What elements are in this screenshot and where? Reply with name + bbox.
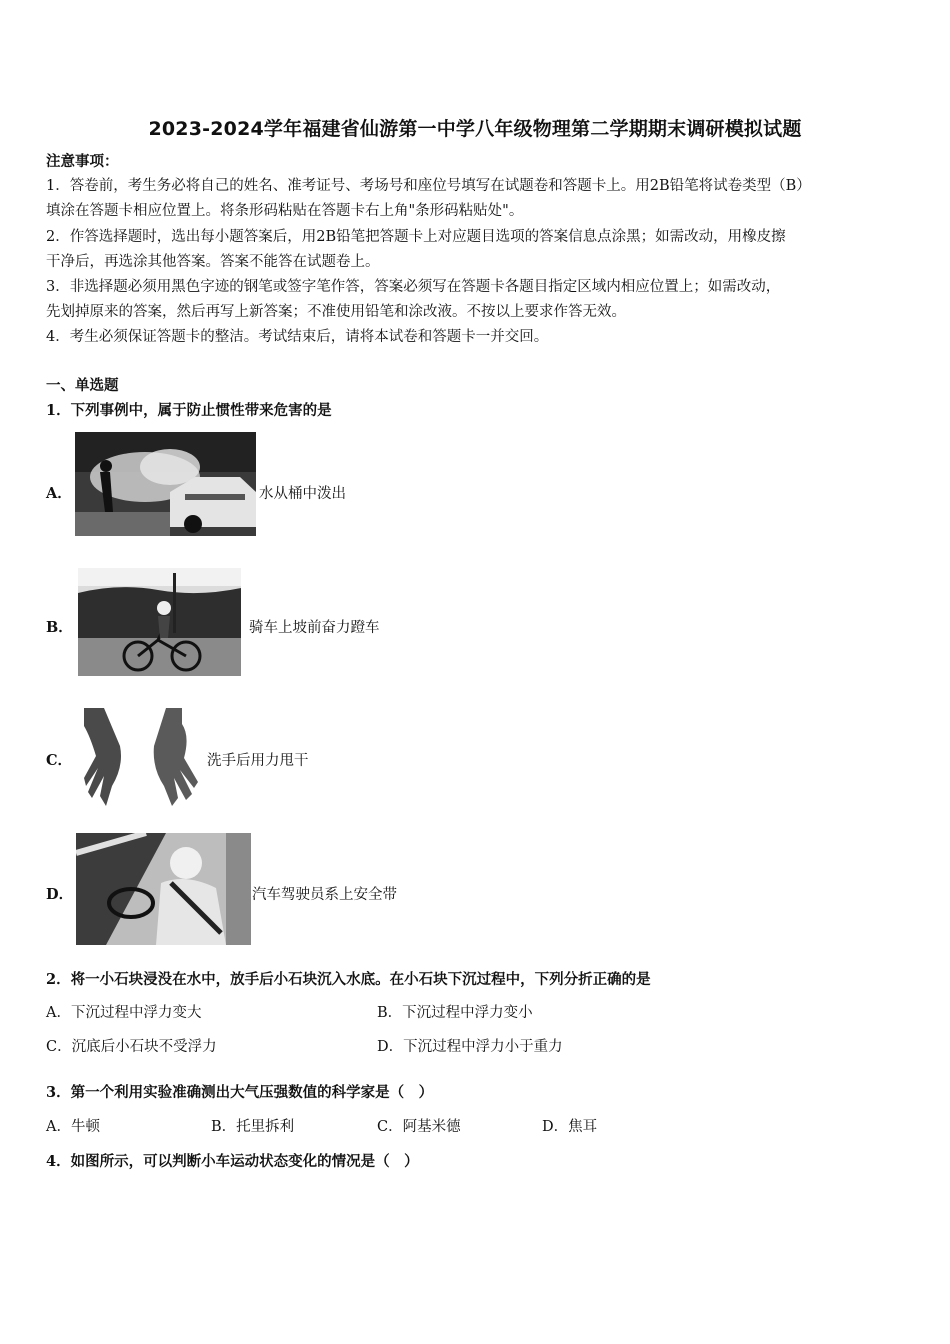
option-d-text: 汽车驾驶员系上安全带 [252,887,397,903]
option-b-text: 骑车上坡前奋力蹬车 [249,620,380,636]
cyclist-photo [78,568,241,676]
option-d-letter: D． [46,886,74,903]
option-a-text: 水从桶中泼出 [259,486,346,502]
question-2-option-a: A．下沉过程中浮力变大 [46,1005,202,1021]
notice-line: 2．作答选择题时，选出每小题答案后，用2B铅笔把答题卡上对应题目选项的答案信息点涂黑；如需改动，用橡皮擦 [46,229,786,245]
question-3-option-c: C．阿基米德 [377,1119,461,1135]
question-3-option-b: B．托里拆利 [211,1119,295,1135]
option-c-letter: C． [46,752,73,769]
question-2-stem: 2．将一小石块浸没在水中，放手后小石块沉入水底。在小石块下沉过程中，下列分折正确的是 [46,971,651,988]
notice-line: 4．考生必须保证答题卡的整洁。考试结束后，请将本试卷和答题卡一并交回。 [46,329,549,345]
notice-line: 干净后，再选涂其他答案。答案不能答在试题卷上。 [46,254,380,270]
car-splash-photo [75,432,256,536]
notice-line: 先划掉原来的答案，然后再写上新答案；不准使用铅笔和涂改液。不按以上要求作答无效。 [46,304,626,320]
question-3-stem: 3．第一个利用实验准确测出大气压强数值的科学家是（ ） [46,1084,434,1101]
question-3-option-d: D．焦耳 [542,1119,598,1135]
hands-photo [82,706,202,812]
section-heading: 一、单选题 [46,377,119,394]
option-c-text: 洗手后用力甩干 [207,753,309,769]
question-2-option-c: C．沉底后小石块不受浮力 [46,1039,217,1055]
question-4-stem: 4．如图所示，可以判断小车运动状态变化的情况是（ ） [46,1153,419,1170]
question-1-stem: 1．下列事例中，属于防止惯性带来危害的是 [46,402,332,419]
notice-heading: 注意事项： [46,153,119,170]
page-title: 2023-2024学年福建省仙游第一中学八年级物理第二学期期末调研模拟试题 [148,118,802,140]
notice-line: 3．非选择题必须用黑色字迹的钢笔或签字笔作答，答案必须写在答题卡各题目指定区域内相应位置上；如需改动， [46,279,781,295]
option-b-letter: B． [46,619,73,636]
question-2-option-d: D．下沉过程中浮力小于重力 [377,1039,563,1055]
question-3-option-a: A．牛顿 [46,1119,100,1135]
option-a-letter: A． [46,485,72,502]
question-2-option-b: B．下沉过程中浮力变小 [377,1005,533,1021]
seatbelt-driver-photo [76,833,251,945]
notice-line: 1．答卷前，考生务必将自己的姓名、准考证号、考场号和座位号填写在试题卷和答题卡上。用2B铅笔将试卷类型（B） [46,178,811,194]
notice-line: 填涂在答题卡相应位置上。将条形码粘贴在答题卡右上角"条形码粘贴处"。 [46,203,524,219]
